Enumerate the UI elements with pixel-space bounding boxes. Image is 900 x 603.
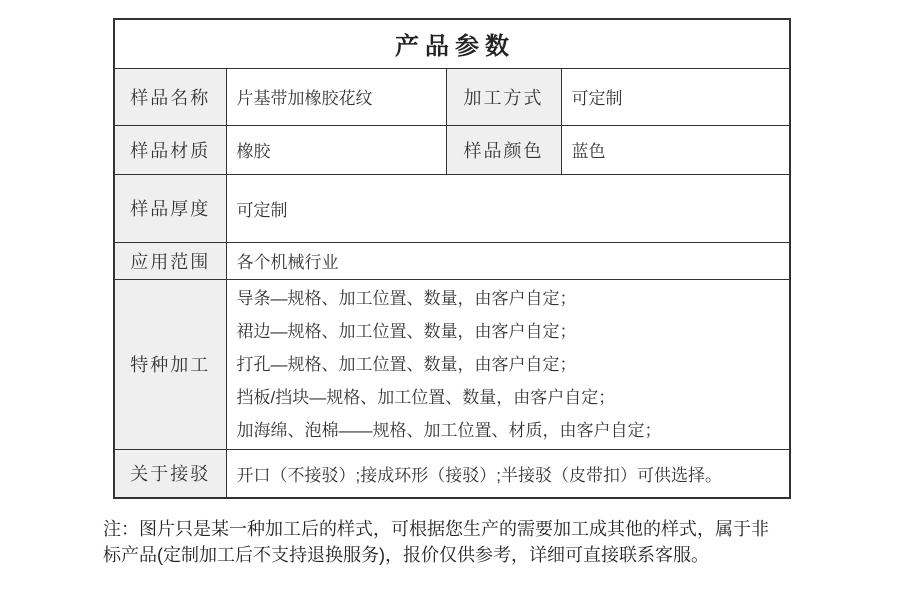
footnote-line-2: 标产品(定制加工后不支持退换服务)，报价仅供参考，详细可直接联系客服。 [103,545,709,565]
table-row-about-joining [114,449,790,498]
value-sample-color: 蓝色 [561,125,790,174]
value-sample-thickness: 可定制 [226,174,790,242]
footnote [103,516,803,568]
label-sample-material: 样品材质 [114,125,226,174]
label-about-joining: 关于接驳 [114,449,226,498]
table-row-special-processing [114,279,790,449]
value-about-joining: 开口（不接驳）;接成环形（接驳）;半接驳（皮带扣）可供选择。 [226,449,790,498]
table-row-sample-name [114,68,790,125]
value-processing-method: 可定制 [561,68,790,125]
label-special-processing: 特种加工 [114,279,226,449]
label-sample-color: 样品颜色 [446,125,561,174]
special-processing-line: 打孔—规格、加工位置、数量，由客户自定； [236,354,577,374]
label-processing-method: 加工方式 [446,68,561,125]
special-processing-line: 加海绵、泡棉——规格、加工位置、材质，由客户自定； [236,420,662,440]
special-processing-line: 挡板/挡块—规格、加工位置、数量，由客户自定； [236,387,616,407]
table-title: 产品参数 [114,19,790,68]
product-parameters-table [113,18,791,499]
value-sample-name: 片基带加橡胶花纹 [226,68,446,125]
special-processing-line: 裙边—规格、加工位置、数量，由客户自定； [236,321,577,341]
title-row [114,19,790,68]
value-sample-material: 橡胶 [226,125,446,174]
value-special-processing [226,279,790,449]
table-row-application-scope [114,242,790,279]
value-application-scope: 各个机械行业 [226,242,790,279]
label-sample-name: 样品名称 [114,68,226,125]
label-sample-thickness: 样品厚度 [114,174,226,242]
footnote-line-1: 注：图片只是某一种加工后的样式，可根据您生产的需要加工成其他的样式，属于非 [103,519,769,539]
special-processing-line: 导条—规格、加工位置、数量，由客户自定； [236,288,577,308]
table-row-sample-thickness [114,174,790,242]
label-application-scope: 应用范围 [114,242,226,279]
table-row-sample-material [114,125,790,174]
